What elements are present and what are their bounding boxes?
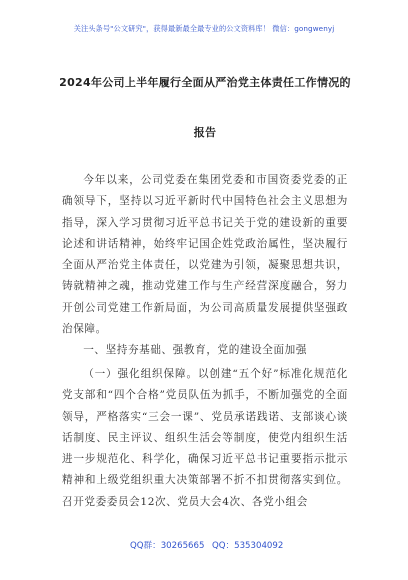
document-title-line1: 2024年公司上半年履行全面从严治党主体责任工作情况的 bbox=[59, 76, 351, 89]
paragraph-intro: 今年以来，公司党委在集团党委和市国资委党委的正确领导下，坚持以习近平新时代中国特色社会主义思想为指导，深入学习贯彻习近平总书记关于党的建设新的重要论述和讲话精神，始终牢记国企姓党政治属性，坚决履行全面从严治党主体责任，以党建为引领，凝聚思想共识，铸就精神之魂，推动党建工作与生产经营深度融合，努力开创公司党建工作新局面，为公司高质量发展提供坚强政治保障。 bbox=[62, 174, 348, 336]
footer-qq-group: QQ群：30265665 bbox=[130, 541, 205, 551]
section-heading-1: 一、坚持夯基础、强教育，党的建设全面加强 bbox=[83, 344, 308, 356]
paragraph-organization: （一）强化组织保障。以创建“五个好”标准化规范化党支部和“四个合格”党员队伍为抓手，不断加强党的全面领导，严格落实“三会一课”、党员承诺践诺、支部谈心谈话制度、民主评议、组织生活会等制度，使党内组织生活进一步规范化、科学化，确保习近平总书记重要指示批示精神和上级党组织重大决策部署不折不扣贯彻落实到位。召开党委委员会12次、党员大会4次、各党小组会 bbox=[62, 368, 348, 508]
footer-qq-contact: QQ：535304092 bbox=[212, 541, 284, 551]
header-notice: 关注头条号"公文研究"，获得最新最全最专业的公文资料库！ 微信：gongwenyj bbox=[73, 24, 335, 33]
document-title-line2: 报告 bbox=[193, 126, 217, 139]
